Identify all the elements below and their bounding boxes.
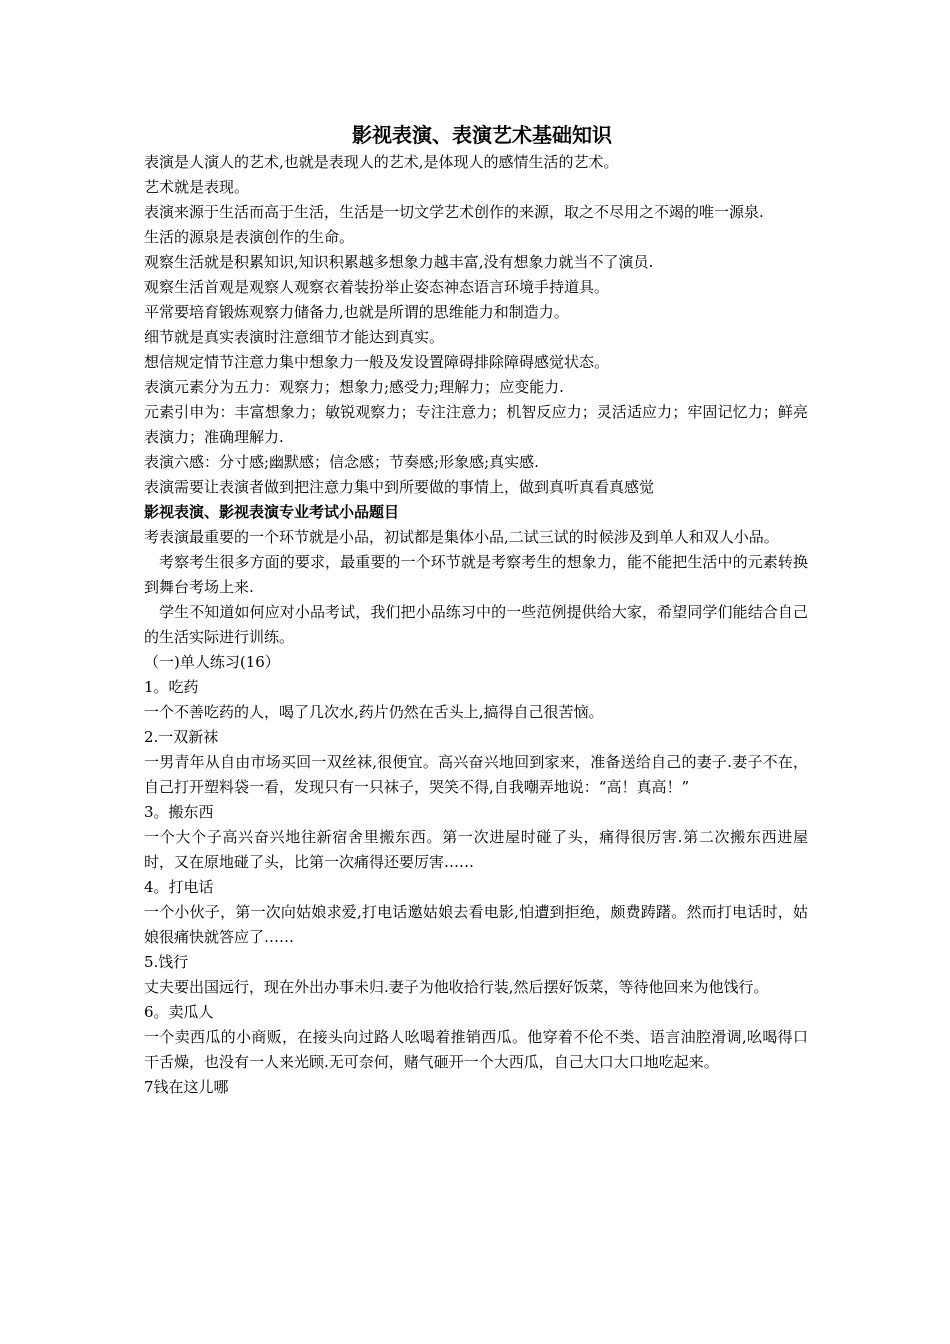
intro-paragraph: 平常要培育锻炼观察力储备力,也就是所谓的思维能力和制造力。 [144, 303, 569, 321]
item-title: 7钱在这儿哪 [144, 1078, 229, 1096]
section-paragraph: 学生不知道如何应对小品考试，我们把小品练习中的一些范例提供给大家，希望同学们能结合自己的生活实际进行训练。 [144, 603, 808, 646]
intro-paragraph: 表演需要让表演者做到把注意力集中到所要做的事情上，做到真听真看真感觉 [144, 478, 655, 496]
item-description: 丈夫要出国远行，现在外出办事未归.妻子为他收拾行装,然后摆好饭菜，等待他回来为他饯行。 [144, 978, 769, 996]
intro-paragraph: 表演来源于生活而高于生活，生活是一切文学艺术创作的来源，取之不尽用之不竭的唯一源泉. [144, 203, 764, 221]
section-paragraph: 考表演最重要的一个环节就是小品，初试都是集体小品,二试三试的时候涉及到单人和双人小品。 [144, 528, 779, 546]
section-paragraph: 考察考生很多方面的要求，最重要的一个环节就是考察考生的想象力，能不能把生活中的元素转换到舞台考场上来. [144, 553, 808, 596]
intro-paragraph: 艺术就是表现。 [144, 178, 250, 196]
document-title: 影视表演、表演艺术基础知识 [352, 123, 612, 147]
item-description: 一男青年从自由市场买回一双丝袜,很便宜。高兴奋兴地回到家来，准备送给自己的妻子.妻子不在，自己打开塑料袋一看，发现只有一只袜子，哭笑不得,自我嘲弄地说：“高！真高！” [144, 753, 808, 796]
intro-paragraph: 表演是人演人的艺术,也就是表现人的艺术,是体现人的感情生活的艺术。 [144, 153, 619, 171]
item-title: 6。卖瓜人 [144, 1003, 214, 1021]
intro-paragraph: 生活的源泉是表演创作的生命。 [144, 228, 355, 246]
item-description: 一个不善吃药的人，喝了几次水,药片仍然在舌头上,搞得自己很苦恼。 [144, 703, 604, 721]
item-description: 一个卖西瓜的小商贩，在接头向过路人吆喝着推销西瓜。他穿着不伦不类、语言油腔滑调,吆喝得口干舌燥，也没有一人来光顾.无可奈何，赌气砸开一个大西瓜，自己大口大口地吃起来。 [144, 1028, 808, 1071]
document-page [144, 120, 808, 1100]
item-title: 3。搬东西 [144, 803, 214, 821]
item-title: 1。吃药 [144, 678, 199, 696]
item-description: 一个大个子高兴奋兴地往新宿舍里搬东西。第一次进屋时碰了头，痛得很厉害.第二次搬东西进屋时，又在原地碰了头，比第一次痛得还要厉害…… [144, 828, 808, 871]
intro-paragraph: 元素引申为：丰富想象力；敏锐观察力；专注注意力；机智反应力；灵活适应力；牢固记忆力；鲜亮表演力；准确理解力. [144, 403, 808, 446]
intro-paragraph: 想信规定情节注意力集中想象力一般及发设置障碍排除障碍感觉状态。 [144, 353, 610, 371]
item-description: 一个小伙子，第一次向姑娘求爱,打电话邀姑娘去看电影,怕遭到拒绝，颇费踌躇。然而打电话时，姑娘很痛快就答应了…… [144, 903, 808, 946]
item-title: 4。打电话 [144, 878, 214, 896]
item-title: 2.一双新袜 [144, 728, 219, 746]
intro-paragraph: 观察生活就是积累知识,知识积累越多想象力越丰富,没有想象力就当不了演员. [144, 253, 654, 271]
intro-paragraph: 观察生活首观是观察人观察衣着装扮举止姿态神态语言环境手持道具。 [144, 278, 610, 296]
intro-paragraph: 细节就是真实表演时注意细节才能达到真实。 [144, 328, 445, 346]
item-title: 5.饯行 [144, 953, 189, 971]
intro-paragraph: 表演元素分为五力：观察力；想象力;感受力;理解力；应变能力. [144, 378, 564, 396]
intro-paragraph: 表演六感：分寸感;幽默感；信念感；节奏感;形象感;真实感. [144, 453, 539, 471]
subsection-heading: （一)单人练习(16） [144, 653, 280, 671]
section-heading: 影视表演、影视表演专业考试小品题目 [144, 503, 400, 521]
